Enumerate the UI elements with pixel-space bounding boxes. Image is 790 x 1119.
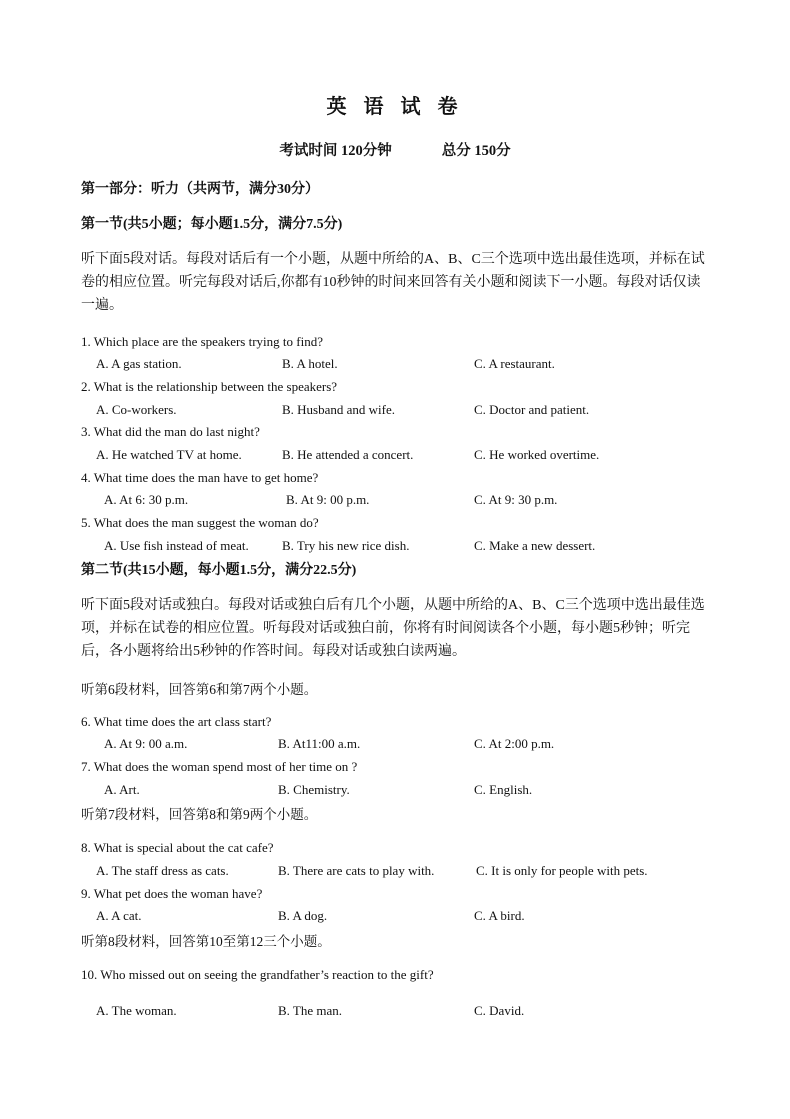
question-3: 3. What did the man do last night? bbox=[81, 424, 260, 439]
question-6-option-c: C. At 2:00 p.m. bbox=[474, 736, 555, 751]
question-2-option-a: A. Co-workers. bbox=[96, 402, 177, 417]
material-7-note: 听第7段材料，回答第8和第9两个小题。 bbox=[81, 807, 318, 822]
question-1-option-b: B. A hotel. bbox=[282, 356, 338, 371]
exam-title: 英 语 试 卷 bbox=[326, 96, 464, 118]
question-9: 9. What pet does the woman have? bbox=[81, 886, 263, 901]
material-8-note: 听第8段材料，回答第10至第12三个小题。 bbox=[81, 934, 331, 949]
question-1: 1. Which place are the speakers trying to find? bbox=[81, 334, 323, 349]
section1-heading: 第一节(共5小题；每小题1.5分，满分7.5分) bbox=[81, 217, 343, 232]
question-5: 5. What does the man suggest the woman do? bbox=[81, 515, 319, 530]
question-7-option-c: C. English. bbox=[474, 782, 533, 797]
question-5-option-c: C. Make a new dessert. bbox=[474, 538, 596, 553]
section2-heading: 第二节(共15小题，每小题1.5分，满分22.5分) bbox=[81, 563, 357, 578]
question-6: 6. What time does the art class start? bbox=[81, 714, 272, 729]
question-2-option-b: B. Husband and wife. bbox=[282, 402, 396, 417]
question-8: 8. What is special about the cat cafe? bbox=[81, 840, 274, 855]
question-7: 7. What does the woman spend most of her time on ? bbox=[81, 759, 358, 774]
question-4-option-b: B. At 9: 00 p.m. bbox=[286, 492, 370, 507]
section1-instructions: 听下面5段对话。每段对话后有一个小题，从题中所给的A、B、C三个选项中选出最佳选项，并标在试卷的相应位置。听完每段对话后,你都有10秒钟的时间来回答有关小题和阅读下一小题。每段对话仅读一遍。 bbox=[81, 252, 705, 313]
question-3-option-b: B. He attended a concert. bbox=[282, 447, 414, 462]
exam-time: 考试时间 120分钟 bbox=[279, 143, 392, 159]
question-2: 2. What is the relationship between the speakers? bbox=[81, 379, 338, 394]
question-8-option-c: C. It is only for people with pets. bbox=[476, 863, 648, 878]
exam-total-score: 总分 150分 bbox=[441, 143, 511, 159]
question-5-option-b: B. Try his new rice dish. bbox=[282, 538, 410, 553]
question-9-option-a: A. A cat. bbox=[96, 908, 142, 923]
question-4-option-c: C. At 9: 30 p.m. bbox=[474, 492, 558, 507]
question-8-option-a: A. The staff dress as cats. bbox=[96, 863, 229, 878]
question-7-option-a: A. Art. bbox=[104, 782, 140, 797]
question-1-option-c: C. A restaurant. bbox=[474, 356, 555, 371]
question-3-option-a: A. He watched TV at home. bbox=[96, 447, 242, 462]
material-6-note: 听第6段材料，回答第6和第7两个小题。 bbox=[81, 682, 318, 697]
question-6-option-a: A. At 9: 00 a.m. bbox=[104, 736, 188, 751]
question-1-option-a: A. A gas station. bbox=[96, 356, 182, 371]
question-4: 4. What time does the man have to get home? bbox=[81, 470, 319, 485]
question-10-option-b: B. The man. bbox=[278, 1003, 343, 1018]
question-7-option-b: B. Chemistry. bbox=[278, 782, 350, 797]
question-3-option-c: C. He worked overtime. bbox=[474, 447, 600, 462]
question-8-option-b: B. There are cats to play with. bbox=[278, 863, 435, 878]
section2-instructions: 听下面5段对话或独白。每段对话或独白后有几个小题，从题中所给的A、B、C三个选项中选出最佳选项，并标在试卷的相应位置。听每段对话或独白前，你将有时间阅读各个小题，每小题5秒钟；听完后，各小题将给出5秒钟的作答时间。每段对话或独白读两遍。 bbox=[81, 598, 705, 659]
question-9-option-b: B. A dog. bbox=[278, 908, 328, 923]
question-6-option-b: B. At11:00 a.m. bbox=[278, 736, 361, 751]
question-10: 10. Who missed out on seeing the grandfather’s reaction to the gift? bbox=[81, 967, 434, 982]
question-10-option-a: A. The woman. bbox=[96, 1003, 177, 1018]
part1-heading: 第一部分：听力（共两节，满分30分） bbox=[81, 182, 319, 197]
exam-info bbox=[0, 139, 790, 160]
question-5-option-a: A. Use fish instead of meat. bbox=[104, 538, 249, 553]
question-4-option-a: A. At 6: 30 p.m. bbox=[104, 492, 189, 507]
question-10-option-c: C. David. bbox=[474, 1003, 525, 1018]
question-9-option-c: C. A bird. bbox=[474, 908, 525, 923]
question-2-option-c: C. Doctor and patient. bbox=[474, 402, 590, 417]
